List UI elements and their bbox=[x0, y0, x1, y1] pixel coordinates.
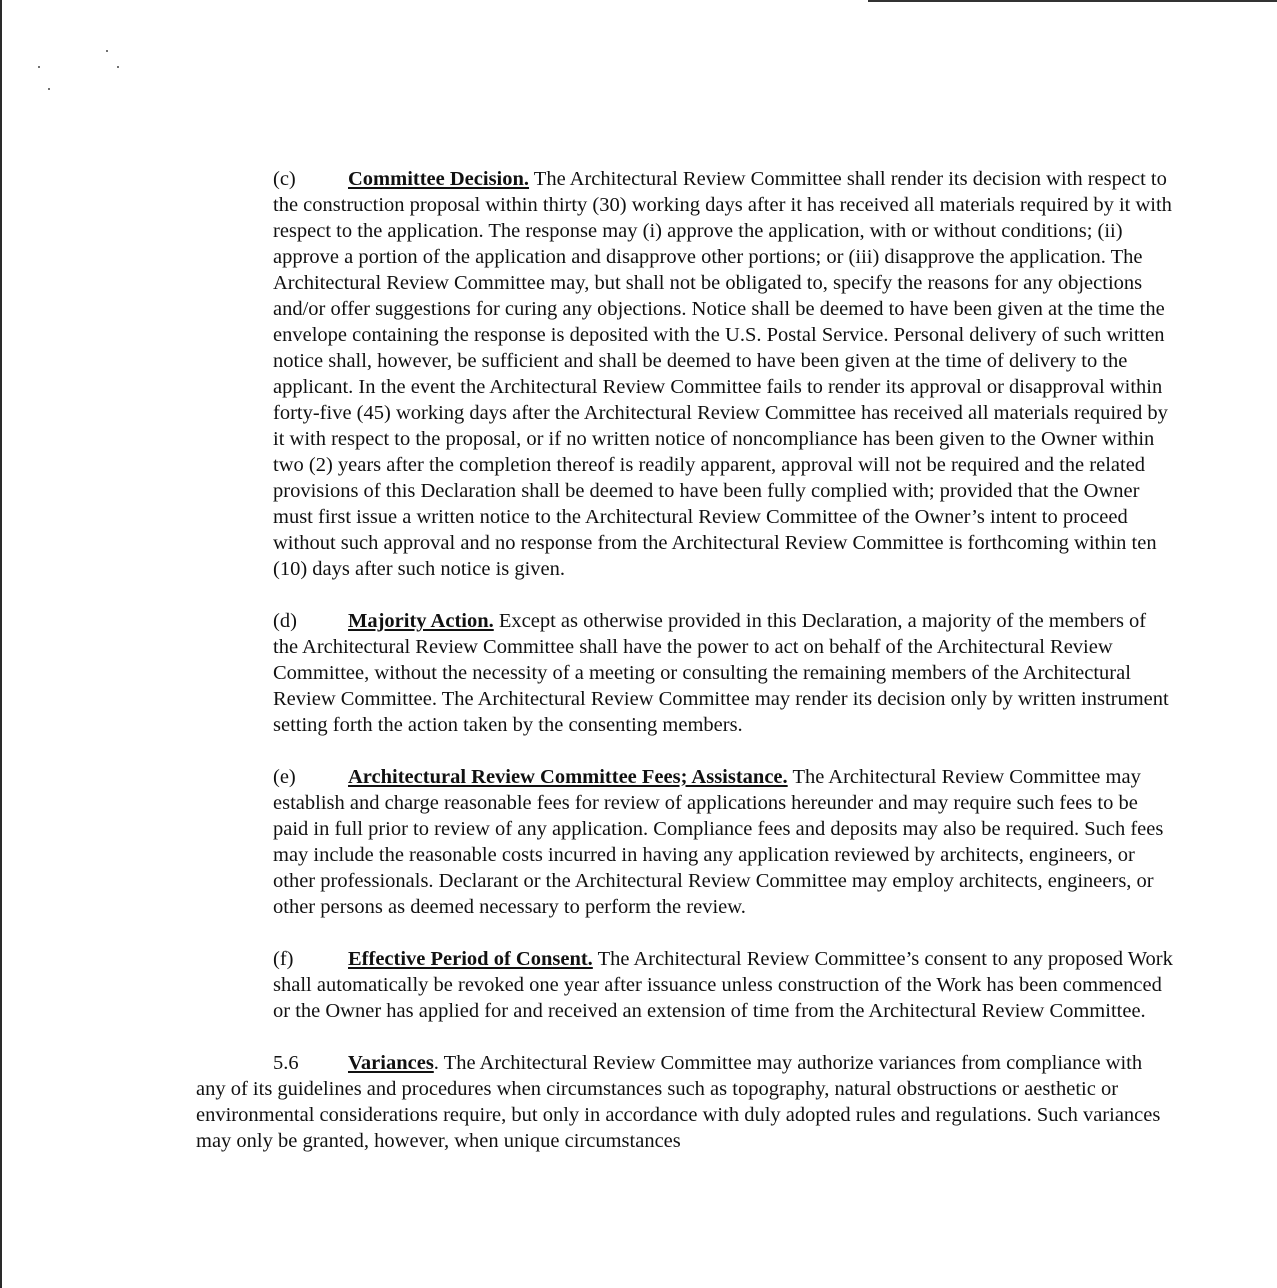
scan-speck bbox=[38, 66, 40, 68]
section-number: 5.6 bbox=[273, 1052, 299, 1074]
top-scan-rule bbox=[868, 0, 1277, 2]
paragraph-text: The Architectural Review Committee may establish and charge reasonable fees for review of applications hereunder and may require such fees to be paid in full prior to review of any application. Compliance fees and deposits may also be required. Such fees may include the reasonable costs incurred in having any application reviewed by architects, engineers, or other professionals. Declarant or the Architectural Review Committee may employ architects, engineers, or other persons as deemed necessary to perform the review. bbox=[273, 766, 1164, 918]
paragraph-number: (c) bbox=[273, 168, 296, 190]
document-page bbox=[196, 166, 1176, 1154]
paragraph-majority-action bbox=[273, 608, 1176, 738]
paragraph-committee-decision bbox=[273, 166, 1176, 582]
paragraph-title: Effective Period of Consent. bbox=[348, 948, 593, 970]
paragraph-title: Majority Action. bbox=[348, 610, 494, 632]
paragraph-number: (d) bbox=[273, 610, 297, 632]
paragraph-text: The Architectural Review Committee’s consent to any proposed Work shall automatically be revoked one year after issuance unless construction of the Work has been commenced or the Owner has applied for and received an extension of time from the Architectural Review Committee. bbox=[273, 948, 1173, 1022]
scan-speck bbox=[48, 88, 50, 90]
paragraph-effective-period bbox=[273, 946, 1176, 1024]
paragraph-title: Architectural Review Committee Fees; Assistance. bbox=[348, 766, 788, 788]
paragraph-fees-assistance bbox=[273, 764, 1176, 920]
paragraph-title: Committee Decision. bbox=[348, 168, 530, 190]
section-variances bbox=[196, 1050, 1176, 1154]
paragraph-number: (f) bbox=[273, 948, 294, 970]
section-title: Variances bbox=[348, 1052, 434, 1074]
scan-speck bbox=[106, 50, 108, 52]
page-edge-line bbox=[0, 0, 2, 1288]
paragraph-text: The Architectural Review Committee shall render its decision with respect to the construction proposal within thirty (30) working days after it has received all materials required by it with respect to the application. The response may (i) approve the application, with or without conditions; (ii) approve a portion of the application and disapprove other portions; or (iii) disapprove the application. The Architectural Review Committee may, but shall not be obligated to, specify the reasons for any objections and/or offer suggestions for curing any objections. Notice shall be deemed to have been given at the time the envelope containing the response is deposited with the U.S. Postal Service. Personal delivery of such written notice shall, however, be sufficient and shall be deemed to have been given at the time of delivery to the applicant. In the event the Architectural Review Committee fails to render its approval or disapproval within forty-five (45) working days after the Architectural Review Committee has received all materials required by it with respect to the proposal, or if no written notice of noncompliance has been given to the Owner within two (2) years after the completion thereof is readily apparent, approval will not be required and the related provisions of this Declaration shall be deemed to have been fully complied with; provided that the Owner must first issue a written notice to the Architectural Review Committee of the Owner’s intent to proceed without such approval and no response from the Architectural Review Committee is forthcoming within ten (10) days after such notice is given. bbox=[273, 168, 1172, 580]
paragraph-text: Except as otherwise provided in this Declaration, a majority of the members of the Architectural Review Committee shall have the power to act on behalf of the Architectural Review Committee, without the necessity of a meeting or consulting the remaining members of the Architectural Review Committee. The Architectural Review Committee may render its decision only by written instrument setting forth the action taken by the consenting members. bbox=[273, 610, 1169, 736]
paragraph-number: (e) bbox=[273, 766, 296, 788]
scan-speck bbox=[117, 66, 119, 68]
section-text: . The Architectural Review Committee may authorize variances from compliance with any of its guidelines and procedures when circumstances such as topography, natural obstructions or aesthetic or environmental considerations require, but only in accordance with duly adopted rules and regulations. Such variances may only be granted, however, when unique circumstances bbox=[196, 1052, 1161, 1152]
